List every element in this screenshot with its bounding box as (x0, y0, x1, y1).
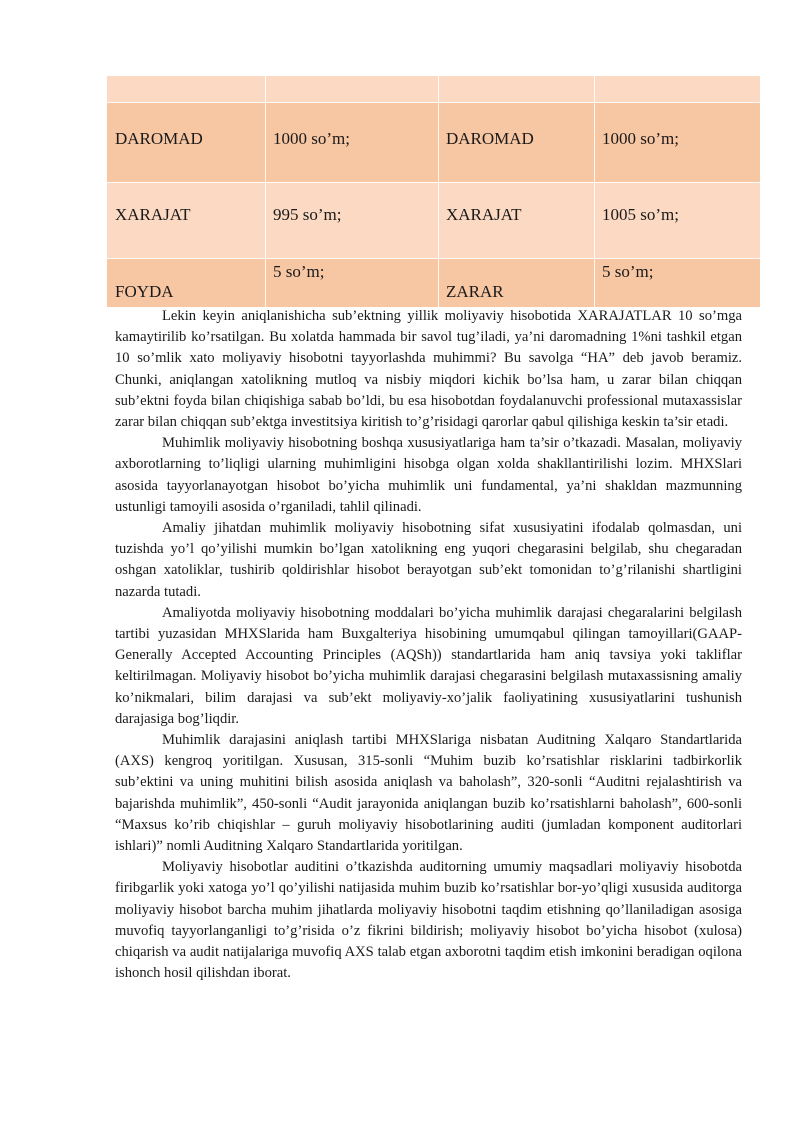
row-divider (107, 258, 760, 259)
table-cell-value: 1000 so’m; (602, 129, 679, 148)
table-row-header (107, 76, 760, 102)
table-cell-label: FOYDA (115, 282, 174, 301)
table-cell-label: DAROMAD (446, 129, 534, 148)
column-divider (265, 76, 266, 307)
paragraph: Moliyaviy hisobotlar auditini o’tkazishda auditorning umumiy maqsadlari moliyaviy hisobotda firibgarlik yoki xatoga yo’l qo’yilishi natijasida muhim buzib ko’rsatishlar bor-yo’qligi xususida auditorga moliyaviy hisobot barcha muhim jihatlarda moliyaviy hisobotni taqdim etishning qo’llaniladigan asosiga muvofiq tayyorlanganligi to’g’risida o’z fikrini bildirish; moliyaviy hisobot bo’yicha hisobot (xulosa) chiqarish va audit natijalariga muvofiq AXS talab etgan axborotni taqdim etish imkonini beradigan oqilona ishonch hosil qilishdan iborat. (115, 859, 742, 982)
table-cell-label: ZARAR (446, 282, 504, 301)
table-cell-value: 1000 so’m; (273, 129, 350, 148)
paragraph: Muhimlik darajasini aniqlash tartibi MHXSlariga nisbatan Auditning Xalqaro Standartlarida (AXS) kengroq yoritilgan. Xususan, 315-sonli “Muhim buzib ko’rsatishlar risklarini tadbirkorlik sub’ektini va uning muhitini bilish asosida aniqlash va baholash”, 320-sonli “Auditni rejalashtirish va bajarishda muhimlik”, 450-sonli “Audit jarayonida aniqlangan buzib ko’rsatishlarni baholash”, 600-sonli “Maxsus ko’rib chiqishlar – guruh moliyaviy hisobotlarining auditi (jumladan komponent auditorlari ishlari)” nomli Auditning Xalqaro Standartlarida yoritilgan. (115, 732, 742, 855)
row-divider (107, 102, 760, 103)
table-cell-label: DAROMAD (115, 129, 203, 148)
table-cell-value: 995 so’m; (273, 205, 342, 224)
paragraph: Amaliy jihatdan muhimlik moliyaviy hisobotning sifat xususiyatini ifodalab qolmasdan, uni tuzishda yo’l qo’yilishi mumkin bo’lgan xatolikning eng yuqori chegarasini belgilab, shu chegaradan oshgan xatoliklar, tushirib qoldirishlar hisobot berayotgan sub’ekt tomonidan to’g’rilanishi shartligini nazarda tutadi. (115, 520, 742, 600)
table-cell-label: XARAJAT (115, 205, 191, 224)
table-cell-label: XARAJAT (446, 205, 522, 224)
table-cell-value: 1005 so’m; (602, 205, 679, 224)
paragraph: Muhimlik moliyaviy hisobotning boshqa xususiyatlariga ham ta’sir o’tkazadi. Masalan, moliyaviy axborotlarning to’liqligi ularning muhimligini hisobga olgan xolda shakllantirilishi lozim. MHXSlari asosida tayyorlanayotgan hisobot bo’yicha muhimlik uni fundamental, ya’ni shakldan mazmunning ustunligi tamoyili asosida o’rganiladi, tahlil qilinadi. (115, 435, 742, 515)
column-divider (594, 76, 595, 307)
paragraph: Amaliyotda moliyaviy hisobotning moddalari bo’yicha muhimlik darajasi chegaralarini belgilash tartibi yuzasidan MHXSlarida ham Buxgalteriya hisobining umumqabul qilingan tamoyillari(GAAP-Generally Accepted Accounting Principles (AQSh)) standartlarida ham aniq tavsiya yoki takliflar keltirilmagan. Moliyaviy hisobot bo’yicha muhimlik darajasi chegarasini belgilash mutaxassisning amaliy ko’nikmalari, bilim darajasi va sub’ekt moliyaviy-xo’jalik faoliyatining xususiyatlarini tushunish darajasiga bog’liqdir. (115, 604, 742, 727)
paragraph: Lekin keyin aniqlanishicha sub’ektning yillik moliyaviy hisobotida XARAJATLAR 10 so’mga kamaytirilib ko’rsatilgan. Bu xolatda hammada bir savol tug’iladi, ya’ni daromadning 1%ni tashkil etgan 10 so’mlik xato moliyaviy hisobotni tayyorlashda muhimmi? Bu savolga “HA” deb javob beramiz. Chunki, aniqlangan xatolikning mutloq va nisbiy miqdori kichik bo’lsa ham, u zarar bilan chiqqan sub’ektni foyda bilan chiqishiga sabab bo’ldi, bu esa hisobotdan foydalanuvchi professional mutaxassislar zarar bilan chiqqan sub’ektga investitsiya kiritish to’g’risidagi qarorlar qabul qilishiga keskin ta’sir etadi. (115, 308, 742, 431)
table-cell-value: 5 so’m; (273, 262, 325, 281)
financial-comparison-table (107, 76, 760, 307)
column-divider (438, 76, 439, 307)
table-cell-value: 5 so’m; (602, 262, 654, 281)
body-text (115, 306, 742, 985)
table-row-result (107, 258, 760, 307)
row-divider (107, 182, 760, 183)
